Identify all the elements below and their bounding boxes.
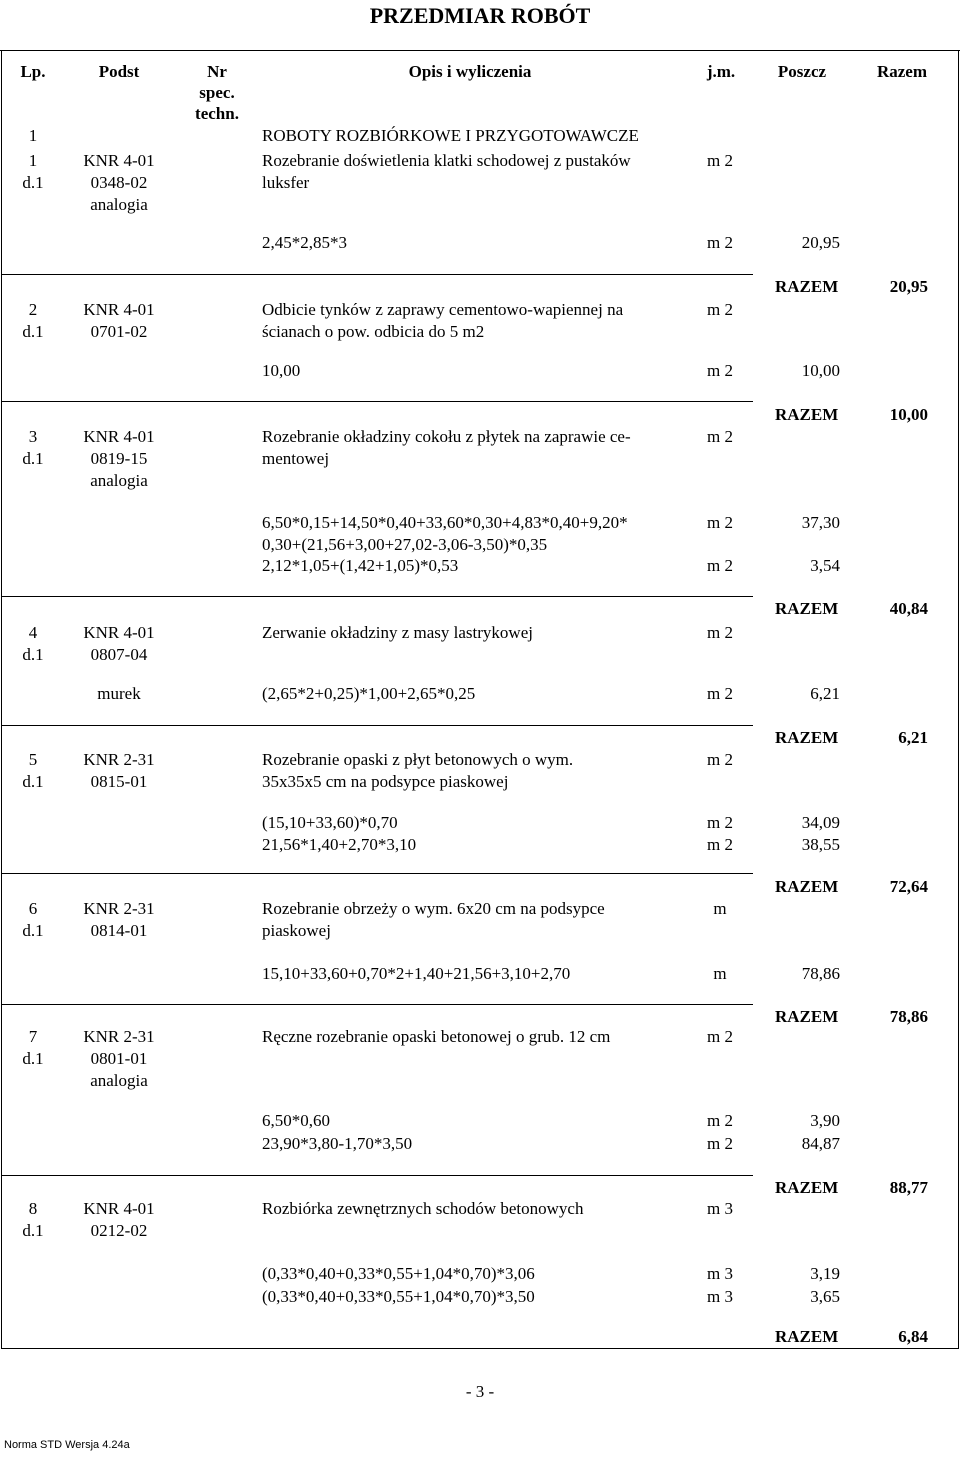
item-unit: m 2: [707, 1027, 733, 1046]
razem-total: 78,86: [889, 1007, 928, 1026]
item-basis: 0819-15: [90, 449, 148, 468]
item-description: Rozebranie obrzeży o wym. 6x20 cm na podsypce: [262, 899, 605, 918]
item-description: luksfer: [262, 173, 310, 192]
item-description: Rozebranie opaski z płyt betonowych o wym.: [262, 750, 574, 769]
razem-total: 88,77: [889, 1178, 928, 1197]
item-sub: d.1: [22, 1221, 44, 1240]
item-basis: 0814-01: [90, 921, 148, 940]
calc-expression: (0,33*0,40+0,33*0,55+1,04*0,70)*3,50: [262, 1287, 535, 1306]
razem-label: RAZEM: [775, 277, 839, 296]
header-podst: Podst: [98, 62, 140, 81]
item-basis: KNR 4-01: [83, 151, 155, 170]
calc-unit: m 2: [707, 1111, 733, 1130]
table-bottom-border: [1, 1348, 959, 1349]
item-unit: m 2: [707, 623, 733, 642]
header-poszcz: Poszcz: [777, 62, 827, 81]
item-number: 6: [28, 899, 38, 918]
calc-unit: m 2: [707, 684, 733, 703]
item-description: Zerwanie okładziny z masy lastrykowej: [262, 623, 533, 642]
item-unit: m 3: [707, 1199, 733, 1218]
razem-total: 10,00: [889, 405, 928, 424]
item-sub: d.1: [22, 772, 44, 791]
calc-unit: m 2: [707, 835, 733, 854]
calc-value: 6,21: [810, 684, 840, 703]
calc-expression: 6,50*0,15+14,50*0,40+33,60*0,30+4,83*0,40+9,20*: [262, 513, 628, 532]
header-nr-spec: spec.: [199, 83, 235, 102]
item-description: ścianach o pow. odbicia do 5 m2: [262, 322, 485, 341]
item-unit: m 2: [707, 427, 733, 446]
calc-unit: m 2: [707, 1134, 733, 1153]
calc-value: 10,00: [801, 361, 840, 380]
header-razem: Razem: [876, 62, 928, 81]
calc-expression: 15,10+33,60+0,70*2+1,40+21,56+3,10+2,70: [262, 964, 571, 983]
header-top-rule: [0, 50, 960, 51]
page-number: - 3 -: [465, 1382, 495, 1401]
calc-value: 78,86: [801, 964, 840, 983]
calc-unit: m: [713, 964, 727, 983]
item-unit: m 2: [707, 750, 733, 769]
item-description: mentowej: [262, 449, 330, 468]
item-unit: m 2: [707, 151, 733, 170]
item-separator: [1, 873, 753, 874]
item-number: 4: [28, 623, 38, 642]
calc-value: 20,95: [801, 233, 840, 252]
page-title: PRZEDMIAR ROBÓT: [369, 3, 591, 28]
calc-label: murek: [97, 684, 141, 703]
calc-expression: (0,33*0,40+0,33*0,55+1,04*0,70)*3,06: [262, 1264, 535, 1283]
header-jm: j.m.: [706, 62, 736, 81]
calc-unit: m 2: [707, 513, 733, 532]
item-basis: analogia: [90, 195, 148, 214]
item-basis: KNR 4-01: [83, 300, 155, 319]
item-separator: [1, 274, 753, 275]
calc-expression: (15,10+33,60)*0,70: [262, 813, 398, 832]
item-description: Rozbiórka zewnętrznych schodów betonowych: [262, 1199, 584, 1218]
item-description: Rozebranie okładziny cokołu z płytek na zaprawie ce-: [262, 427, 631, 446]
razem-total: 6,21: [898, 728, 928, 747]
footer-version: Norma STD Wersja 4.24a: [4, 1439, 130, 1451]
item-basis: KNR 4-01: [83, 623, 155, 642]
item-description: piaskowej: [262, 921, 331, 940]
calc-unit: m 3: [707, 1287, 733, 1306]
item-number: 8: [28, 1199, 38, 1218]
calc-expression: (2,65*2+0,25)*1,00+2,65*0,25: [262, 684, 476, 703]
item-basis: KNR 2-31: [83, 899, 155, 918]
item-number: 3: [28, 427, 38, 446]
calc-value: 3,65: [810, 1287, 840, 1306]
calc-value: 37,30: [801, 513, 840, 532]
calc-expression: 0,30+(21,56+3,00+27,02-3,06-3,50)*0,35: [262, 535, 548, 554]
razem-label: RAZEM: [775, 1327, 839, 1346]
calc-expression: 23,90*3,80-1,70*3,50: [262, 1134, 413, 1153]
section-number: 1: [28, 126, 38, 145]
item-number: 5: [28, 750, 38, 769]
item-description: 35x35x5 cm na podsypce piaskowej: [262, 772, 509, 791]
razem-total: 6,84: [898, 1327, 928, 1346]
calc-value: 84,87: [801, 1134, 840, 1153]
razem-label: RAZEM: [775, 405, 839, 424]
calc-unit: m 2: [707, 813, 733, 832]
item-sub: d.1: [22, 173, 44, 192]
item-sub: d.1: [22, 449, 44, 468]
item-basis: analogia: [90, 471, 148, 490]
item-separator: [1, 596, 753, 597]
calc-value: 38,55: [801, 835, 840, 854]
calc-unit: m 2: [707, 556, 733, 575]
item-basis: 0212-02: [90, 1221, 148, 1240]
item-separator: [1, 1004, 753, 1005]
item-description: Ręczne rozebranie opaski betonowej o grub. 12 cm: [262, 1027, 611, 1046]
item-separator: [1, 725, 753, 726]
razem-total: 40,84: [889, 599, 928, 618]
calc-expression: 10,00: [262, 361, 301, 380]
item-basis: 0801-01: [90, 1049, 148, 1068]
razem-label: RAZEM: [775, 877, 839, 896]
header-nr-spec: techn.: [195, 104, 239, 123]
calc-expression: 21,56*1,40+2,70*3,10: [262, 835, 417, 854]
item-basis: 0815-01: [90, 772, 148, 791]
item-basis: KNR 2-31: [83, 750, 155, 769]
item-number: 1: [28, 151, 38, 170]
item-basis: analogia: [90, 1071, 148, 1090]
calc-unit: m 2: [707, 233, 733, 252]
item-sub: d.1: [22, 322, 44, 341]
calc-unit: m 2: [707, 361, 733, 380]
header-nr-spec: Nr: [207, 62, 227, 81]
item-basis: KNR 4-01: [83, 427, 155, 446]
table-left-border: [1, 50, 2, 1349]
calc-value: 34,09: [801, 813, 840, 832]
table-right-border: [958, 50, 959, 1349]
calc-value: 3,90: [810, 1111, 840, 1130]
razem-label: RAZEM: [775, 728, 839, 747]
razem-label: RAZEM: [775, 1178, 839, 1197]
item-separator: [1, 1175, 753, 1176]
item-basis: 0807-04: [90, 645, 148, 664]
calc-expression: 6,50*0,60: [262, 1111, 330, 1130]
calc-expression: 2,45*2,85*3: [262, 233, 347, 252]
razem-label: RAZEM: [775, 599, 839, 618]
item-basis: KNR 4-01: [83, 1199, 155, 1218]
item-unit: m 2: [707, 300, 733, 319]
item-basis: 0701-02: [90, 322, 148, 341]
item-sub: d.1: [22, 1049, 44, 1068]
razem-total: 72,64: [889, 877, 928, 896]
header-lp: Lp.: [20, 62, 46, 81]
item-description: Rozebranie doświetlenia klatki schodowej z pustaków: [262, 151, 631, 170]
item-description: Odbicie tynków z zaprawy cementowo-wapiennej na: [262, 300, 624, 319]
razem-label: RAZEM: [775, 1007, 839, 1026]
calc-unit: m 3: [707, 1264, 733, 1283]
calc-value: 3,54: [810, 556, 840, 575]
item-unit: m: [713, 899, 727, 918]
item-number: 2: [28, 300, 38, 319]
header-opis: Opis i wyliczenia: [408, 62, 532, 81]
item-basis: KNR 2-31: [83, 1027, 155, 1046]
section-title: ROBOTY ROZBIÓRKOWE I PRZYGOTOWAWCZE: [262, 126, 639, 145]
item-sub: d.1: [22, 921, 44, 940]
item-number: 7: [28, 1027, 38, 1046]
razem-total: 20,95: [889, 277, 928, 296]
item-separator: [1, 401, 753, 402]
calc-expression: 2,12*1,05+(1,42+1,05)*0,53: [262, 556, 459, 575]
item-basis: 0348-02: [90, 173, 148, 192]
item-sub: d.1: [22, 645, 44, 664]
calc-value: 3,19: [810, 1264, 840, 1283]
